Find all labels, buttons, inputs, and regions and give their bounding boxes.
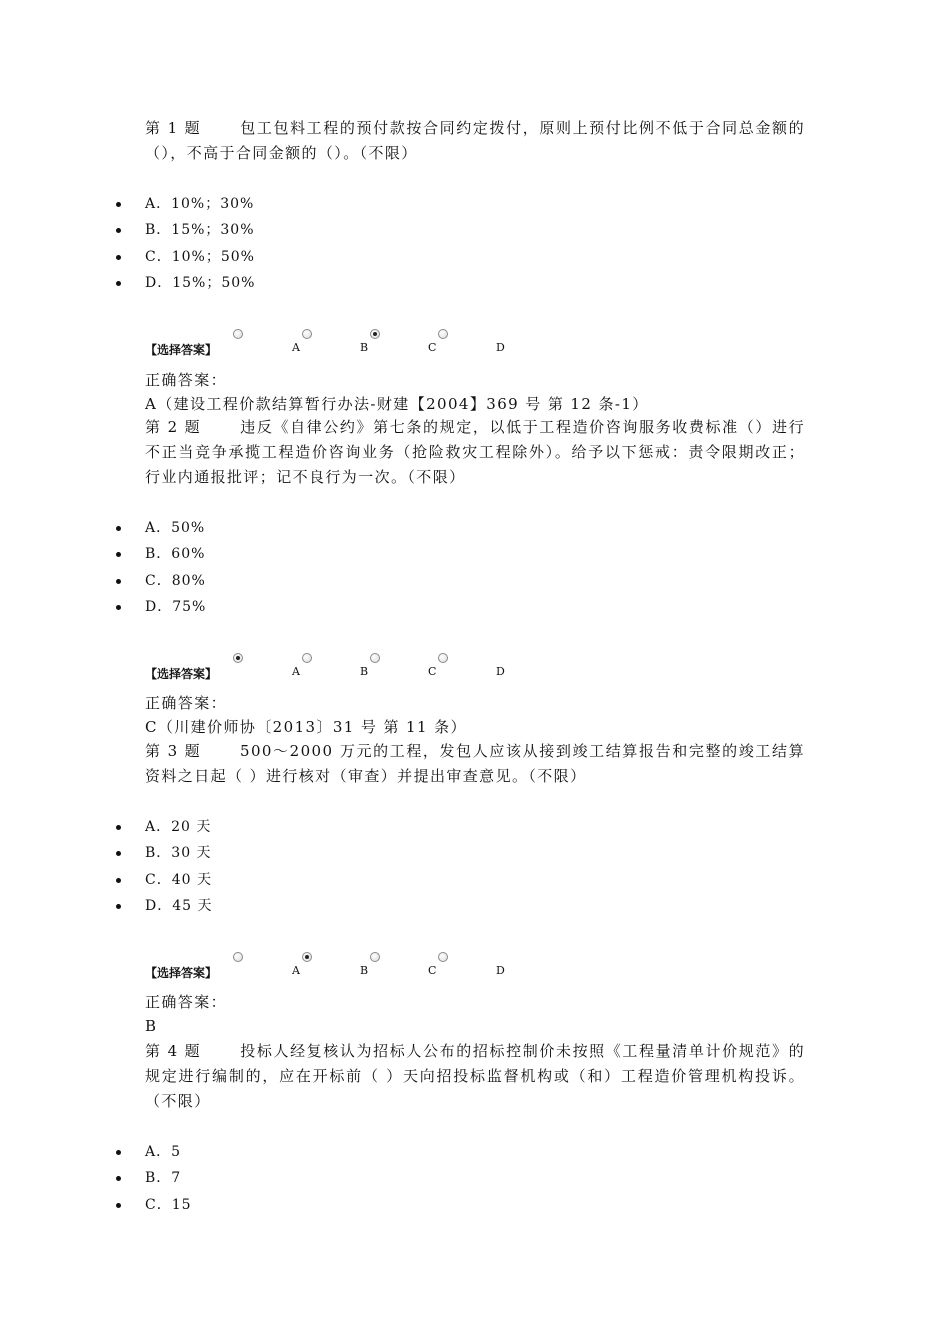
correct-answer-block	[145, 990, 227, 1038]
option-text: C．80%	[145, 572, 206, 589]
question-number: 第 4 题	[145, 1042, 202, 1060]
question-number: 第 3 题	[145, 742, 202, 760]
bullet-icon	[116, 202, 121, 207]
bullet-icon	[116, 255, 121, 260]
radio-d[interactable]	[438, 952, 448, 962]
radio-d[interactable]	[438, 653, 448, 663]
bullet-icon	[116, 1176, 121, 1181]
question-body: 投标人经复核认为招标人公布的招标控制价未按照《工程量清单计价规范》的规定进行编制的，应在开标前（ ）天向招投标监督机构或（和）工程造价管理机构投诉。（不限）	[145, 1042, 805, 1110]
option-text: A．20 天	[145, 819, 212, 835]
option-text: A．10%；30%	[145, 196, 255, 212]
question-text	[145, 739, 805, 789]
correct-answer-value: A（建设工程价款结算暂行办法-财建【2004】369 号 第 12 条-1）	[145, 395, 649, 413]
option-text: C．15	[145, 1196, 192, 1213]
bullet-icon	[116, 851, 121, 856]
option-text: B．30 天	[145, 845, 212, 862]
question-body: 包工包料工程的预付款按合同约定拨付，原则上预付比例不低于合同总金额的（），不高于合同金额的（）。（不限）	[145, 119, 805, 162]
answer-selector	[0, 329, 950, 357]
bullet-icon	[116, 904, 121, 909]
radio-label-d: D	[496, 964, 505, 977]
correct-answer-label: 正确答案：	[145, 371, 228, 389]
option-text: A．50%	[145, 520, 206, 536]
radio-label-d: D	[496, 341, 505, 354]
bullet-icon	[116, 1203, 121, 1208]
select-answer-label: 【选择答案】	[145, 343, 218, 357]
option-text: D．15%；50%	[145, 274, 256, 291]
bullet-icon	[116, 878, 121, 883]
option-text: D．45 天	[145, 897, 213, 914]
bullet-icon	[116, 526, 121, 531]
question-number: 第 1 题	[145, 119, 202, 137]
correct-answer-value: B	[145, 1017, 158, 1035]
option-text: B．7	[145, 1170, 182, 1187]
bullet-icon	[116, 605, 121, 610]
question-body: 500～2000 万元的工程，发包人应该从接到竣工结算报告和完整的竣工结算资料之日起（ ）进行核对（审查）并提出审查意见。（不限）	[145, 742, 805, 785]
radio-label-d: D	[496, 665, 505, 678]
radio-label-a: A	[292, 964, 300, 977]
answer-selector	[0, 952, 950, 980]
radio-d[interactable]	[438, 329, 448, 339]
radio-b[interactable]	[302, 653, 312, 663]
question-text	[145, 116, 805, 166]
option-text: B．60%	[145, 546, 206, 563]
select-answer-label: 【选择答案】	[145, 966, 218, 980]
radio-a[interactable]	[233, 952, 243, 962]
bullet-icon	[116, 228, 121, 233]
correct-answer-value: C（川建价师协〔2013〕31 号 第 11 条）	[145, 718, 467, 736]
radio-label-c: C	[428, 964, 437, 977]
correct-answer-label: 正确答案：	[145, 694, 228, 712]
question-text	[145, 1039, 805, 1114]
option-text: D．75%	[145, 598, 207, 615]
option-text: C．10%；50%	[145, 248, 255, 265]
question-text	[145, 415, 805, 490]
radio-a[interactable]	[233, 653, 243, 663]
radio-label-c: C	[428, 665, 437, 678]
radio-a[interactable]	[233, 329, 243, 339]
bullet-icon	[116, 552, 121, 557]
answer-selector	[0, 653, 950, 681]
radio-c[interactable]	[370, 952, 380, 962]
correct-answer-label: 正确答案：	[145, 993, 228, 1011]
radio-b[interactable]	[302, 952, 312, 962]
bullet-icon	[116, 579, 121, 584]
select-answer-label: 【选择答案】	[145, 667, 218, 681]
radio-label-a: A	[292, 665, 300, 678]
radio-label-c: C	[428, 341, 437, 354]
radio-label-a: A	[292, 341, 300, 354]
radio-label-b: B	[360, 341, 369, 354]
option-text: A．5	[145, 1144, 182, 1160]
radio-label-b: B	[360, 665, 369, 678]
question-body: 违反《自律公约》第七条的规定，以低于工程造价咨询服务收费标准（）进行不正当竞争承揽工程造价咨询业务（抢险救灾工程除外）。给予以下惩戒：责令限期改正；行业内通报批评；记不良行为一次。（不限）	[145, 418, 805, 486]
radio-c[interactable]	[370, 329, 380, 339]
correct-answer-block	[145, 691, 467, 739]
bullet-icon	[116, 825, 121, 830]
radio-c[interactable]	[370, 653, 380, 663]
bullet-icon	[116, 281, 121, 286]
bullet-icon	[116, 1150, 121, 1155]
radio-b[interactable]	[302, 329, 312, 339]
option-text: C．40 天	[145, 871, 212, 888]
radio-label-b: B	[360, 964, 369, 977]
correct-answer-block	[145, 368, 649, 416]
option-text: B．15%；30%	[145, 222, 255, 239]
question-number: 第 2 题	[145, 418, 202, 436]
